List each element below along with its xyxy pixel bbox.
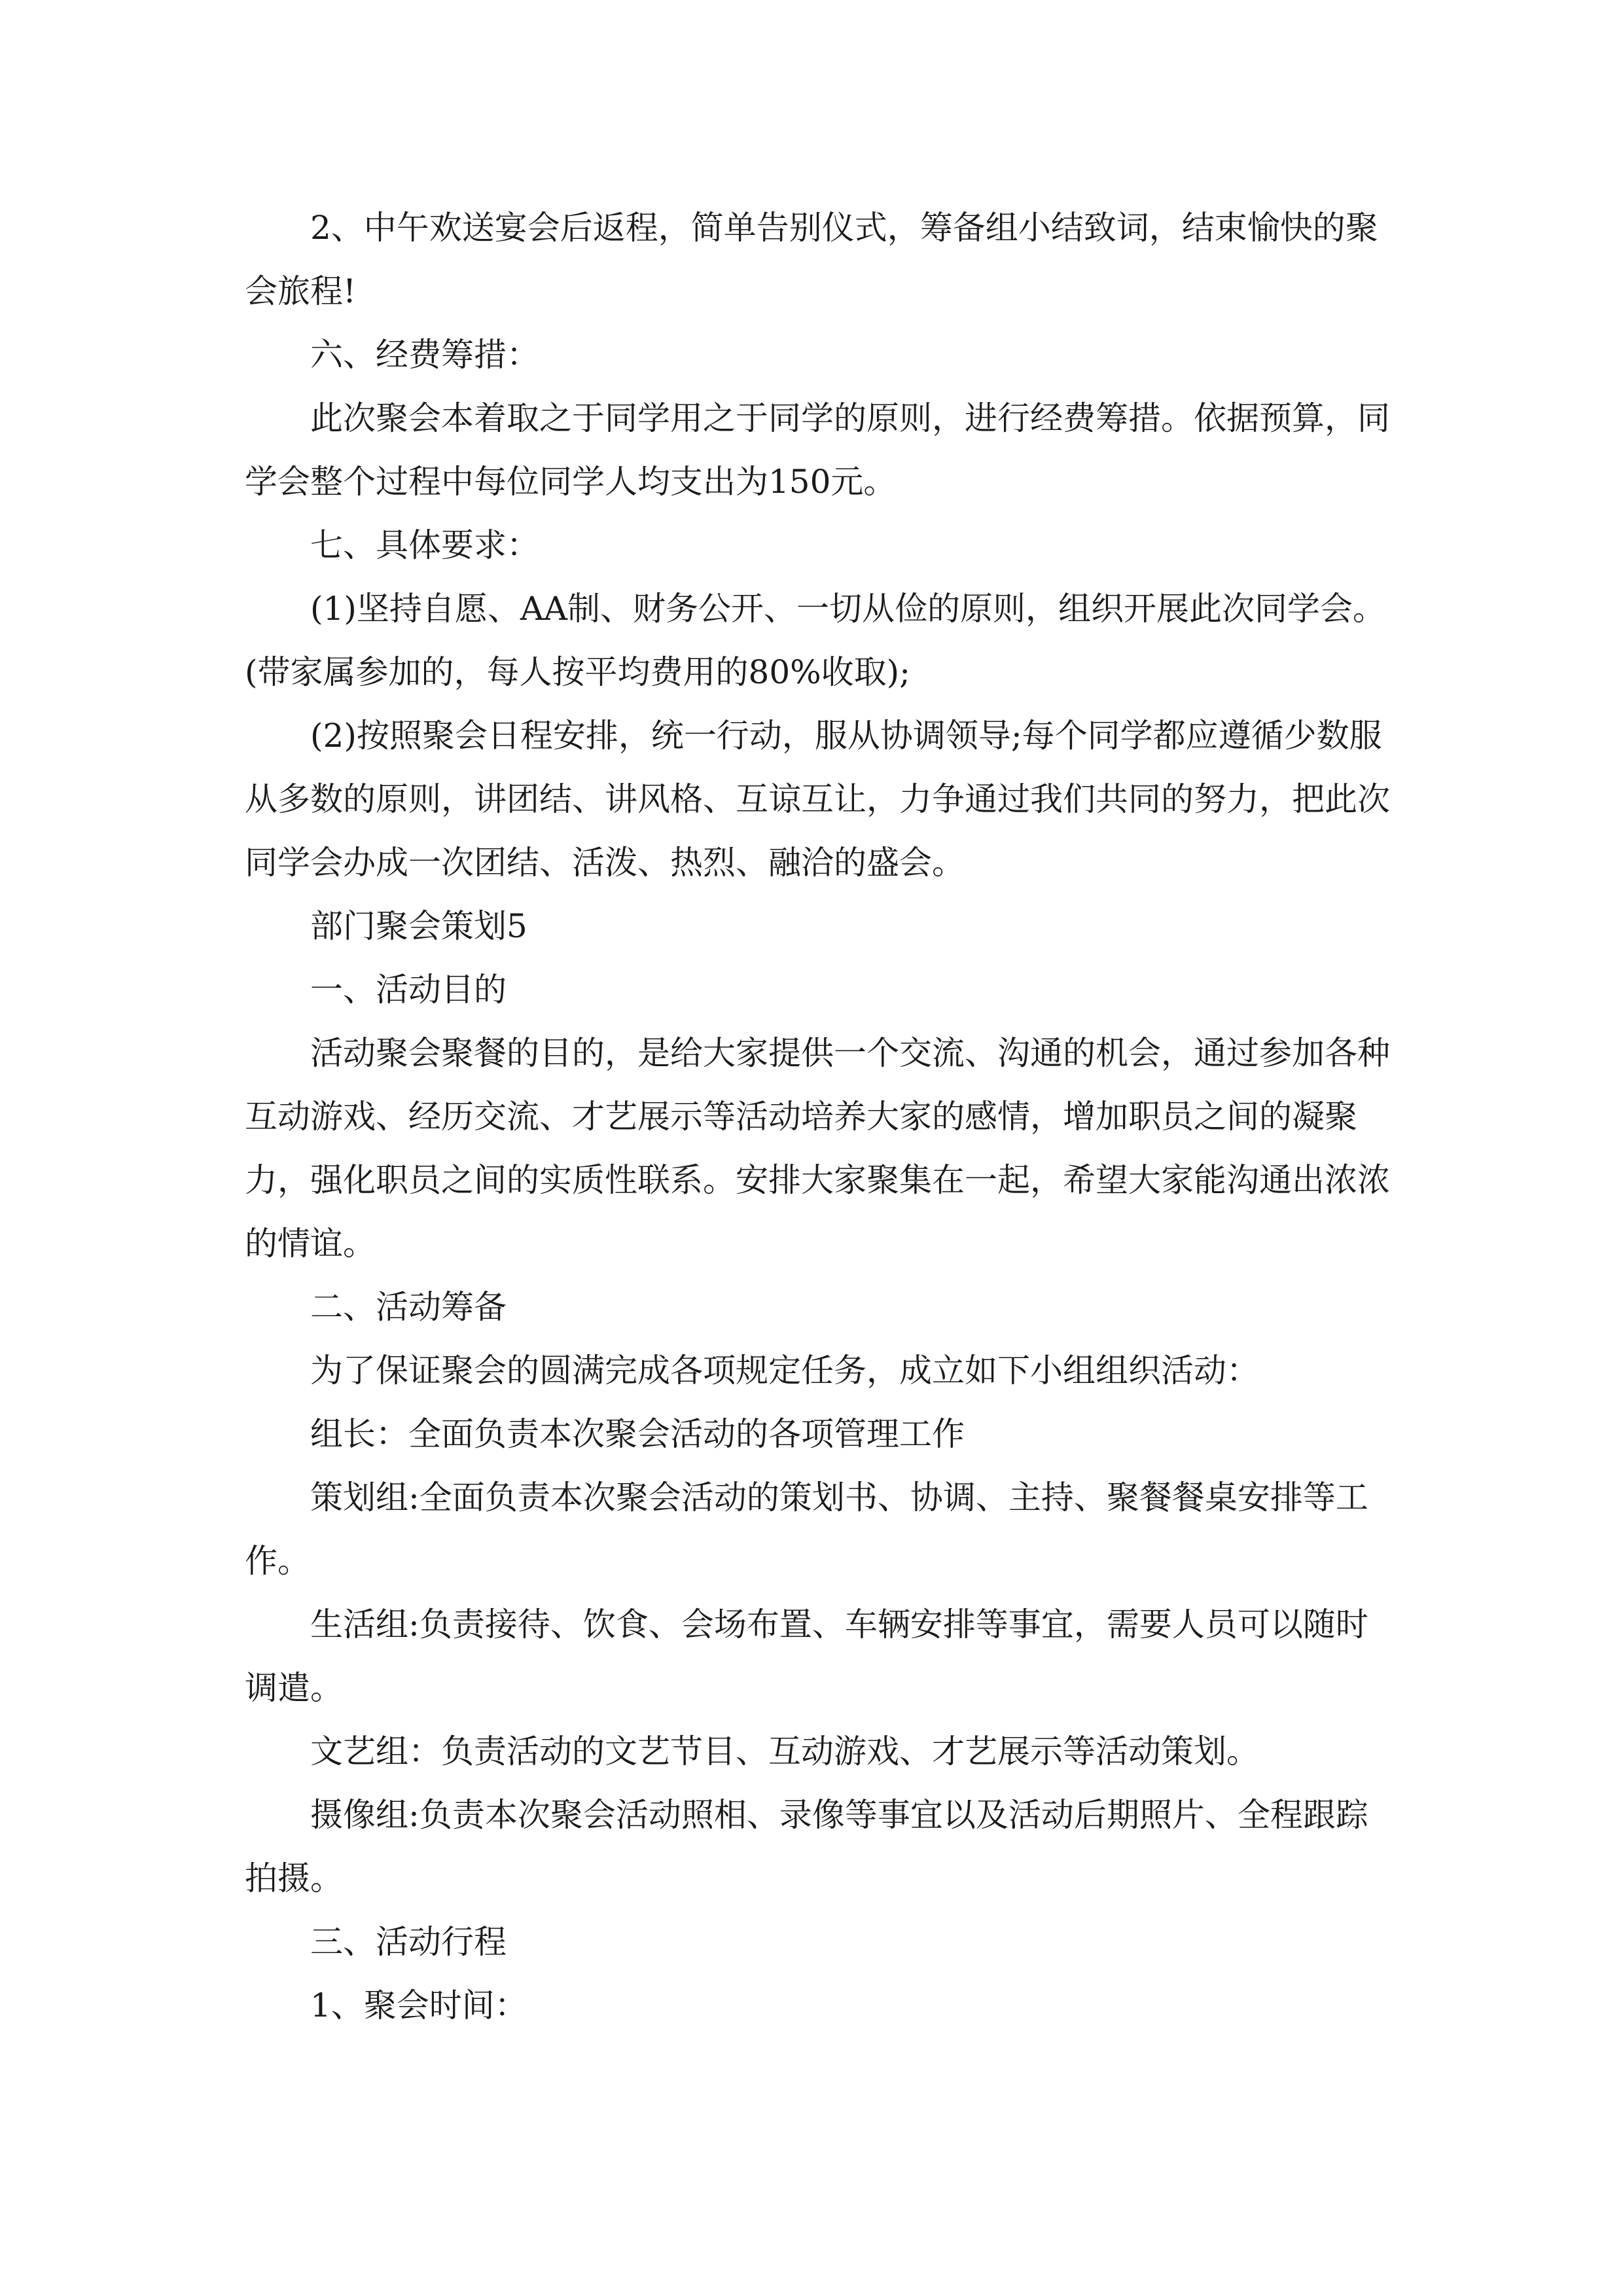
paragraph-group-leader: 组长：全面负责本次聚会活动的各项管理工作 <box>310 1415 965 1453</box>
paragraph-requirement-2: (2)按照聚会日程安排，统一行动，服从协调领导;每个同学都应遵循少数服从多数的原则，讲团结、讲风格、互谅互让，力争通过我们共同的努力，把此次同学会办成一次团结、活泼、热烈、融洽的盛会。 <box>245 717 1390 882</box>
paragraph-purpose: 活动聚会聚餐的目的，是给大家提供一个交流、沟通的机会，通过参加各种互动游戏、经历交流、才艺展示等活动培养大家的感情，增加职员之间的凝聚力，强化职员之间的实质性联系。安排大家聚集在一起，希望大家能沟通出浓浓的情谊。 <box>245 1034 1390 1263</box>
paragraph-arts-group: 文艺组：负责活动的文艺节目、互动游戏、才艺展示等活动策划。 <box>310 1732 1259 1770</box>
paragraph-meeting-time: 1、聚会时间： <box>310 1986 527 2024</box>
heading-funding: 六、经费筹措： <box>310 336 539 374</box>
heading-itinerary: 三、活动行程 <box>310 1923 507 1961</box>
document-body <box>245 196 1397 2037</box>
heading-preparation: 二、活动筹备 <box>310 1288 507 1326</box>
paragraph-planning-group: 策划组:全面负责本次聚会活动的策划书、协调、主持、聚餐餐桌安排等工作。 <box>245 1479 1368 1580</box>
section-title-plan-5: 部门聚会策划5 <box>310 907 527 945</box>
paragraph-preparation-intro: 为了保证聚会的圆满完成各项规定任务，成立如下小组组织活动： <box>310 1352 1259 1390</box>
paragraph-requirement-1: (1)坚持自愿、AA制、财务公开、一切从俭的原则，组织开展此次同学会。(带家属参加的，每人按平均费用的80%收取); <box>245 590 1386 691</box>
paragraph-funding: 此次聚会本着取之于同学用之于同学的原则，进行经费筹措。依据预算，同学会整个过程中每位同学人均支出为150元。 <box>245 399 1390 501</box>
paragraph-closing-itinerary: 2、中午欢送宴会后返程，简单告别仪式，筹备组小结致词，结束愉快的聚会旅程! <box>245 209 1378 310</box>
heading-purpose: 一、活动目的 <box>310 971 507 1009</box>
heading-requirements: 七、具体要求： <box>310 526 539 564</box>
paragraph-logistics-group: 生活组:负责接待、饮食、会场布置、车辆安排等事宜，需要人员可以随时调遣。 <box>245 1605 1368 1707</box>
paragraph-camera-group: 摄像组:负责本次聚会活动照相、录像等事宜以及活动后期照片、全程跟踪拍摄。 <box>245 1796 1368 1897</box>
